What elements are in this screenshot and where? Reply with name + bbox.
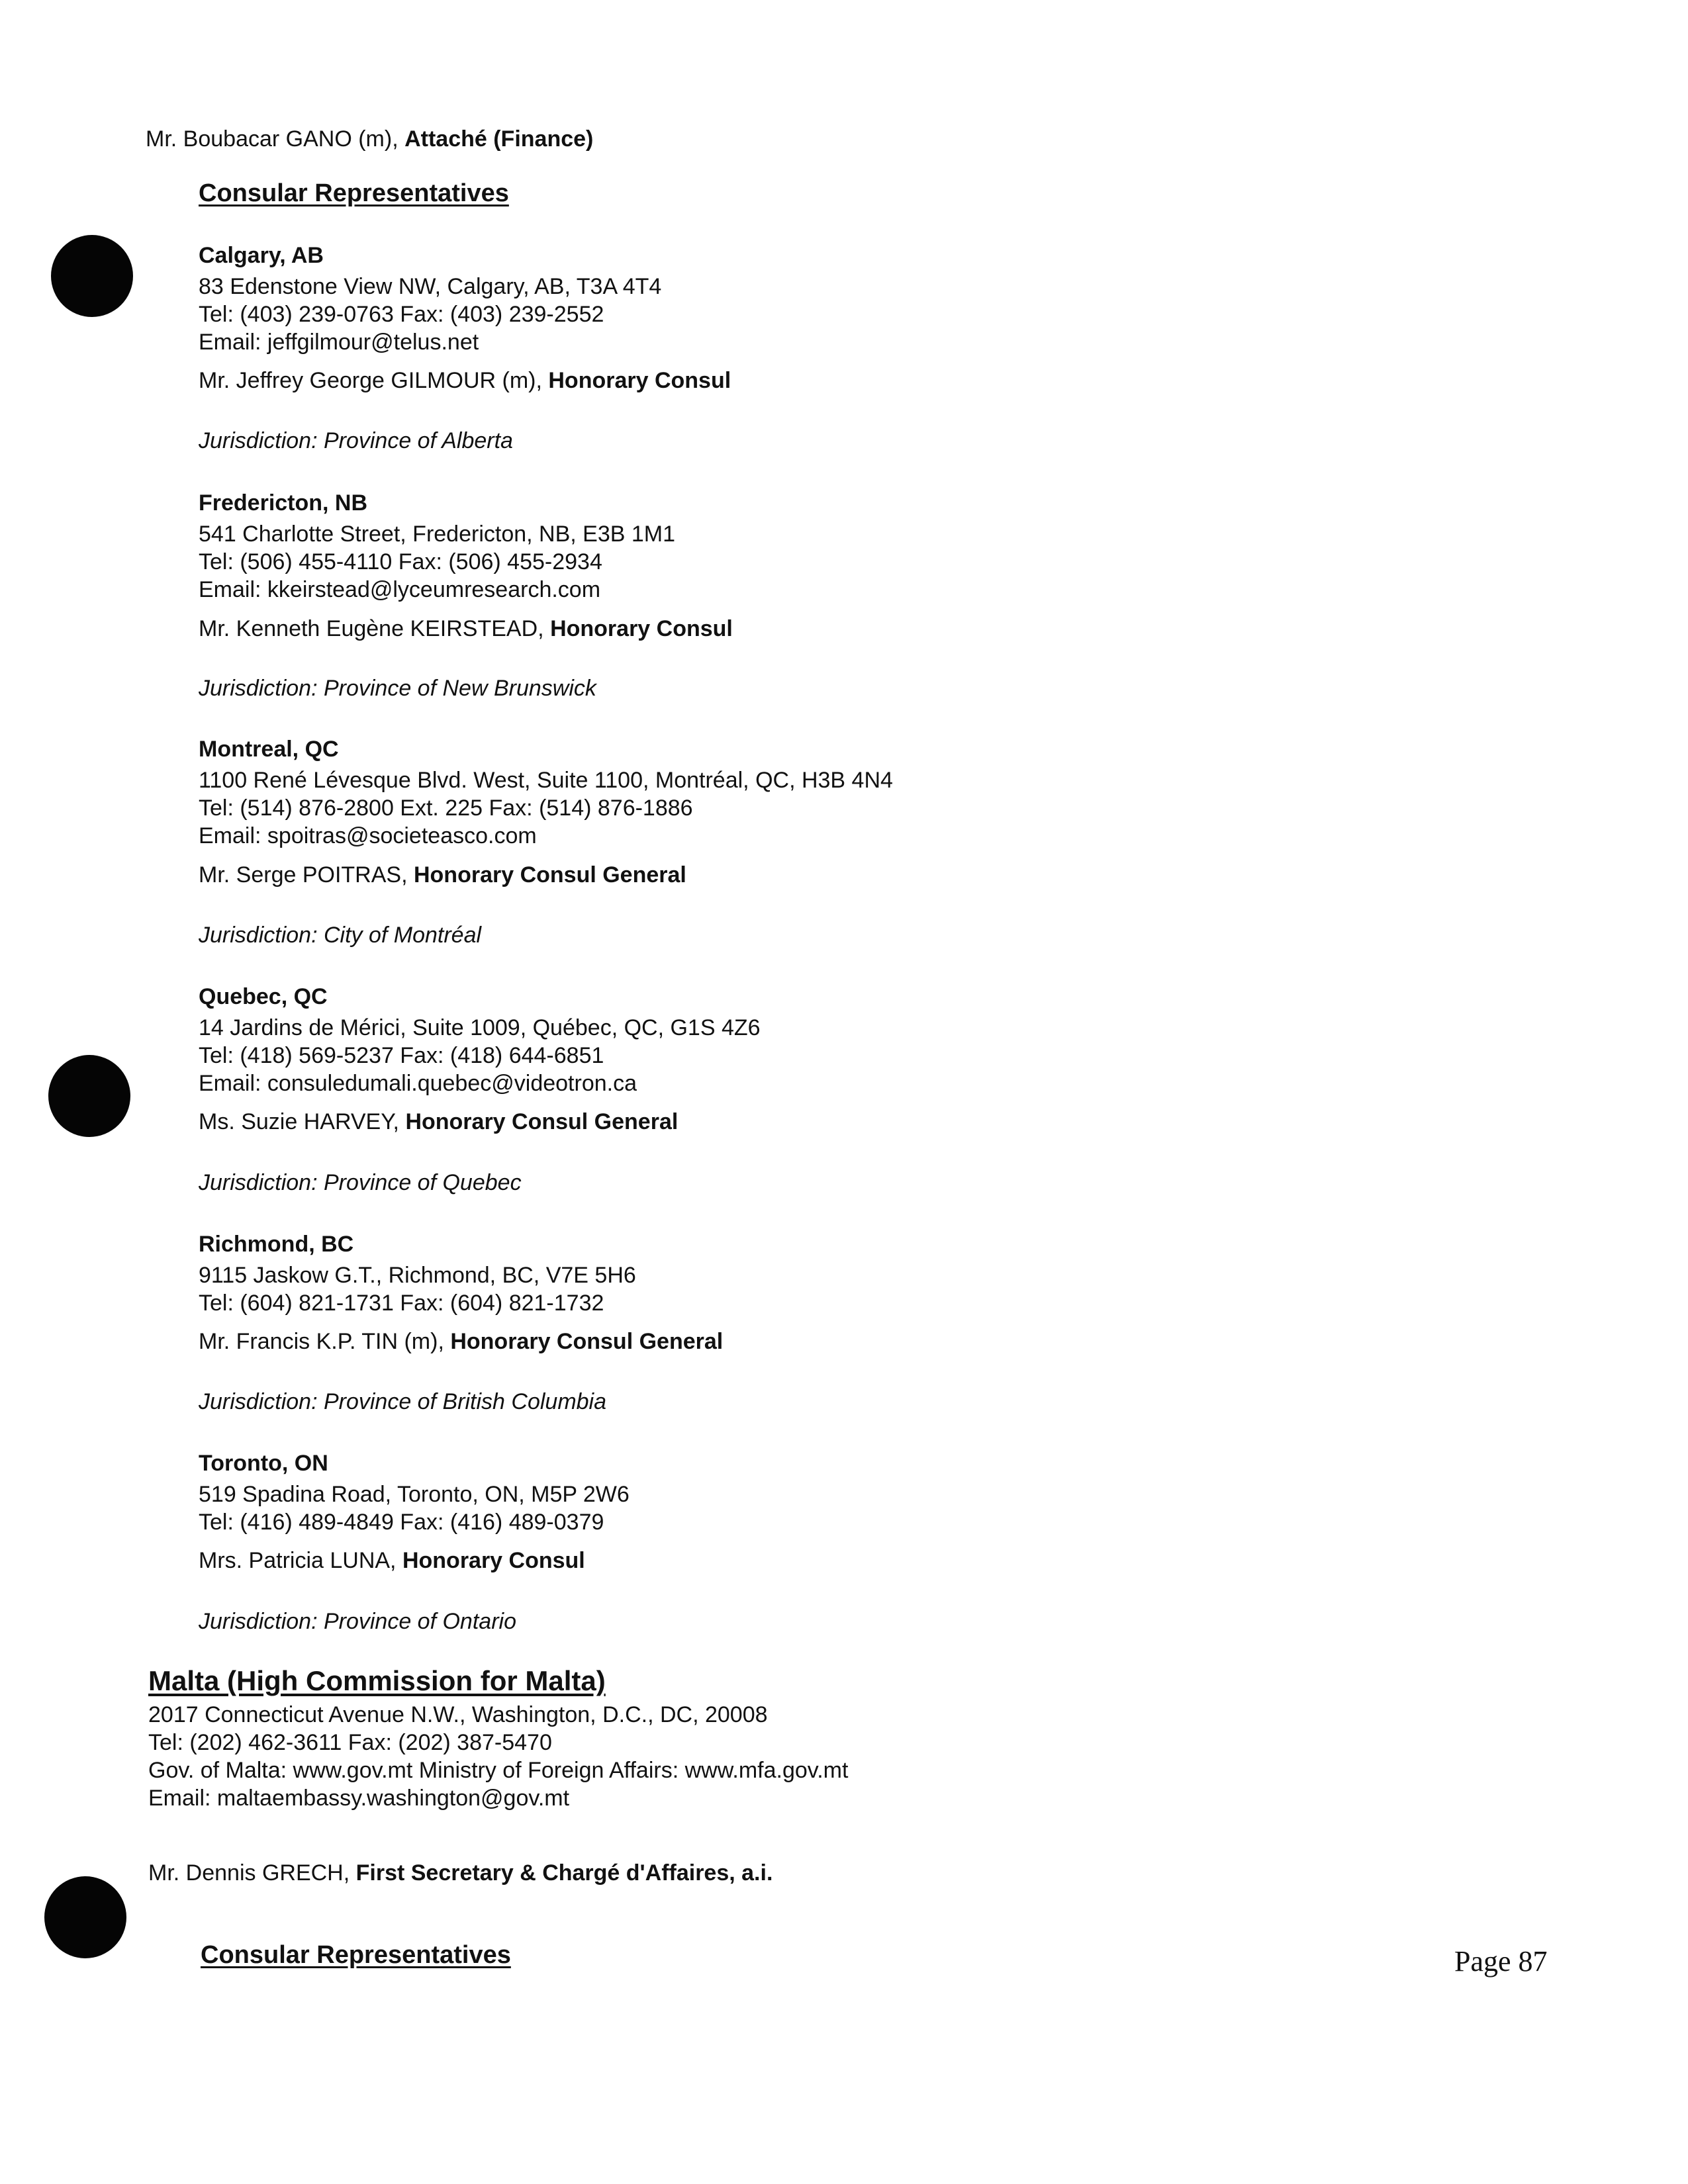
consulate-jurisdiction: Jurisdiction: Province of Quebec — [199, 1170, 522, 1195]
malta-consular-heading: Consular Representatives — [201, 1941, 511, 1969]
consulate-address: 1100 René Lévesque Blvd. West, Suite 1100, Montréal, QC, H3B 4N4 — [199, 768, 893, 793]
consulate-person-title: Honorary Consul — [548, 368, 731, 393]
consulate-person-title: Honorary Consul General — [413, 862, 686, 887]
punch-hole-middle — [48, 1055, 130, 1137]
consulate-person-name: Mr. Francis K.P. TIN (m), — [199, 1329, 451, 1354]
consulate-city: Fredericton, NB — [199, 490, 368, 516]
header-person-line — [146, 126, 593, 152]
consulate-phone: Tel: (514) 876-2800 Ext. 225 Fax: (514) 876-1886 — [199, 796, 693, 821]
malta-person-name: Mr. Dennis GRECH, — [148, 1860, 356, 1886]
consulate-city: Toronto, ON — [199, 1451, 328, 1476]
consulate-address: 9115 Jaskow G.T., Richmond, BC, V7E 5H6 — [199, 1263, 636, 1288]
consulate-person — [199, 1328, 723, 1355]
punch-hole-top — [51, 235, 133, 317]
header-person-name: Mr. Boubacar GANO (m), — [146, 126, 405, 152]
consulate-phone: Tel: (506) 455-4110 Fax: (506) 455-2934 — [199, 549, 602, 574]
consulate-jurisdiction: Jurisdiction: Province of Alberta — [199, 428, 513, 453]
consulate-city: Calgary, AB — [199, 243, 324, 268]
malta-heading: Malta (High Commission for Malta) — [148, 1665, 606, 1696]
consulate-city: Richmond, BC — [199, 1232, 354, 1257]
consulate-person — [199, 1547, 585, 1574]
consulate-jurisdiction: Jurisdiction: Province of British Columbia — [199, 1389, 607, 1414]
consulate-person-name: Ms. Suzie HARVEY, — [199, 1109, 406, 1134]
consulate-address: 519 Spadina Road, Toronto, ON, M5P 2W6 — [199, 1482, 630, 1507]
consulate-phone: Tel: (403) 239-0763 Fax: (403) 239-2552 — [199, 302, 604, 327]
consulate-jurisdiction: Jurisdiction: Province of Ontario — [199, 1609, 516, 1634]
consulate-address: 83 Edenstone View NW, Calgary, AB, T3A 4T4 — [199, 274, 662, 299]
consulate-person-name: Mr. Serge POITRAS, — [199, 862, 414, 887]
punch-hole-bottom — [44, 1876, 126, 1958]
malta-person-title: First Secretary & Chargé d'Affaires, a.i. — [355, 1860, 773, 1886]
consulate-person-name: Mrs. Patricia LUNA, — [199, 1548, 402, 1573]
consulate-person-title: Honorary Consul — [550, 616, 733, 641]
malta-email: Email: maltaembassy.washington@gov.mt — [148, 1786, 570, 1811]
consulate-person-name: Mr. Jeffrey George GILMOUR (m), — [199, 368, 549, 393]
consulate-address: 541 Charlotte Street, Fredericton, NB, E3B 1M1 — [199, 522, 676, 547]
consulate-email: Email: consuledumali.quebec@videotron.ca — [199, 1071, 637, 1096]
malta-person — [148, 1860, 773, 1886]
consulate-person — [199, 367, 731, 394]
malta-websites: Gov. of Malta: www.gov.mt Ministry of Foreign Affairs: www.mfa.gov.mt — [148, 1758, 849, 1783]
consular-representatives-heading: Consular Representatives — [199, 179, 509, 207]
consulate-address: 14 Jardins de Mérici, Suite 1009, Québec, QC, G1S 4Z6 — [199, 1015, 761, 1040]
page-number: Page 87 — [1454, 1945, 1548, 1978]
consulate-person-title: Honorary Consul General — [405, 1109, 679, 1134]
consulate-email: Email: spoitras@societeasco.com — [199, 823, 537, 848]
consulate-person-title: Honorary Consul — [402, 1548, 585, 1573]
malta-address: 2017 Connecticut Avenue N.W., Washington, D.C., DC, 20008 — [148, 1702, 768, 1727]
consulate-phone: Tel: (416) 489-4849 Fax: (416) 489-0379 — [199, 1510, 604, 1535]
consulate-jurisdiction: Jurisdiction: City of Montréal — [199, 923, 482, 948]
malta-phone: Tel: (202) 462-3611 Fax: (202) 387-5470 — [148, 1730, 552, 1755]
consulate-person-name: Mr. Kenneth Eugène KEIRSTEAD, — [199, 616, 551, 641]
consulate-person-title: Honorary Consul General — [450, 1329, 724, 1354]
consulate-city: Quebec, QC — [199, 984, 328, 1009]
consulate-person — [199, 1109, 678, 1135]
consulate-city: Montreal, QC — [199, 737, 339, 762]
consulate-phone: Tel: (604) 821-1731 Fax: (604) 821-1732 — [199, 1291, 604, 1316]
header-person-title: Attaché (Finance) — [404, 126, 594, 152]
consulate-email: Email: kkeirstead@lyceumresearch.com — [199, 577, 601, 602]
consulate-jurisdiction: Jurisdiction: Province of New Brunswick — [199, 676, 596, 701]
consulate-person — [199, 862, 686, 888]
consulate-phone: Tel: (418) 569-5237 Fax: (418) 644-6851 — [199, 1043, 604, 1068]
consulate-email: Email: jeffgilmour@telus.net — [199, 330, 479, 355]
consulate-person — [199, 615, 733, 642]
